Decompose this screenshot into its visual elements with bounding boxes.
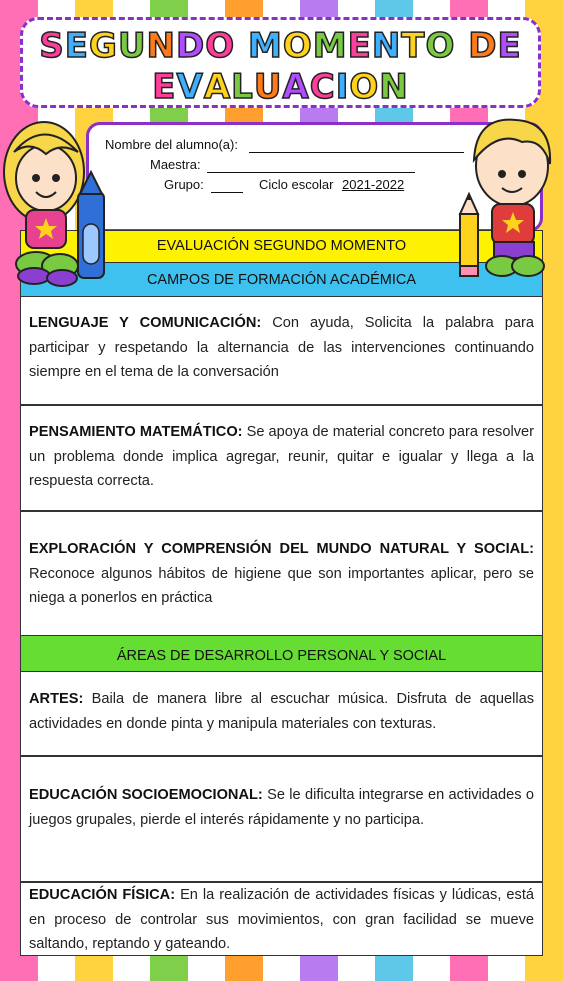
section-text: Se le dificulta integrarse en actividades o juegos grupales, pierde el interés rápidamente y no participa. [29,787,534,828]
section-physical-education [21,883,542,957]
title-letter: C [309,67,336,107]
title-letter: N [371,26,402,66]
section-socioemotional [21,757,542,883]
school-year-value: 2021-2022 [342,177,405,192]
group-blank-line [211,192,243,193]
section-title: LENGUAJE Y COMUNICACIÓN: [29,315,262,331]
section-text: En la realización de actividades físicas y lúdicas, está en proceso de controlar sus movimientos, con gran facilidad se mueve saltando, reptando y gateando. [29,887,534,952]
title-letter: D [468,26,498,66]
title-letter: A [203,67,232,107]
title-letter: E [347,26,372,66]
header-personal-areas: ÁREAS DE DESARROLLO PERSONAL Y SOCIAL [21,636,542,672]
title-banner [20,17,541,108]
teacher-blank-line [207,172,415,173]
section-title: ARTES: [29,691,84,707]
page-title-line2 [23,67,538,107]
page-title-line1 [23,26,538,66]
title-letter: O [425,26,456,66]
section-language [21,297,542,406]
title-letter: U [117,26,147,66]
section-exploration [21,512,542,636]
section-text: Se apoya de material concreto para resolver un problema donde implica agregar, reunir, quitar e igualar y llega a la respuesta correcta. [29,424,534,489]
title-letter: E [152,67,177,107]
section-title: EDUCACIÓN SOCIOEMOCIONAL: [29,787,263,803]
group-label: Grupo: [164,177,204,192]
school-year-label: Ciclo escolar [259,177,334,192]
title-letter [455,29,468,63]
section-title: PENSAMIENTO MATEMÁTICO: [29,424,243,440]
title-letter: D [176,26,206,66]
section-text: Con ayuda, Solicita la palabra para participar y respetando la alternancia de las intervenciones continuando siempre en el tema de la conversación [29,315,534,380]
section-title: EDUCACIÓN FÍSICA: [29,887,176,903]
title-letter: N [379,67,409,107]
title-letter: O [349,67,380,107]
section-math [21,406,542,512]
header-academic-fields: CAMPOS DE FORMACIÓN ACADÉMICA [21,263,542,297]
girl-with-crayon-illustration [0,112,118,292]
title-letter: O [205,26,236,66]
title-letter: S [39,26,65,66]
name-label: Nombre del alumno(a): [105,137,238,152]
title-letter [235,29,248,63]
title-letter: L [231,67,254,107]
title-letter: A [282,67,310,107]
section-text: Baila de manera libre al escuchar música. Disfruta de aquellas actividades en donde pinta y manipula materiales con texturas. [29,691,534,732]
teacher-label: Maestra: [150,157,201,172]
section-arts [21,672,542,757]
evaluation-table [20,230,543,956]
title-letter: V [176,67,204,107]
title-letter: T [401,26,426,66]
title-letter: G [89,26,118,66]
section-text: Reconoce algunos hábitos de higiene que son importantes aplicar, pero se niega a ponerlos en práctica [29,565,534,606]
title-letter: I [335,67,350,107]
title-letter: M [248,26,283,66]
title-letter: O [282,26,313,66]
boy-with-pencil-illustration [452,116,560,286]
header-evaluation: EVALUACIÓN SEGUNDO MOMENTO [21,231,542,263]
title-letter: E [497,26,522,66]
name-blank-line [249,152,464,153]
title-letter: N [146,26,177,66]
title-letter: U [253,67,283,107]
title-letter: M [312,26,348,66]
title-letter: E [64,26,90,66]
section-title: EXPLORACIÓN Y COMPRENSIÓN DEL MUNDO NATURAL Y SOCIAL: [29,541,534,557]
